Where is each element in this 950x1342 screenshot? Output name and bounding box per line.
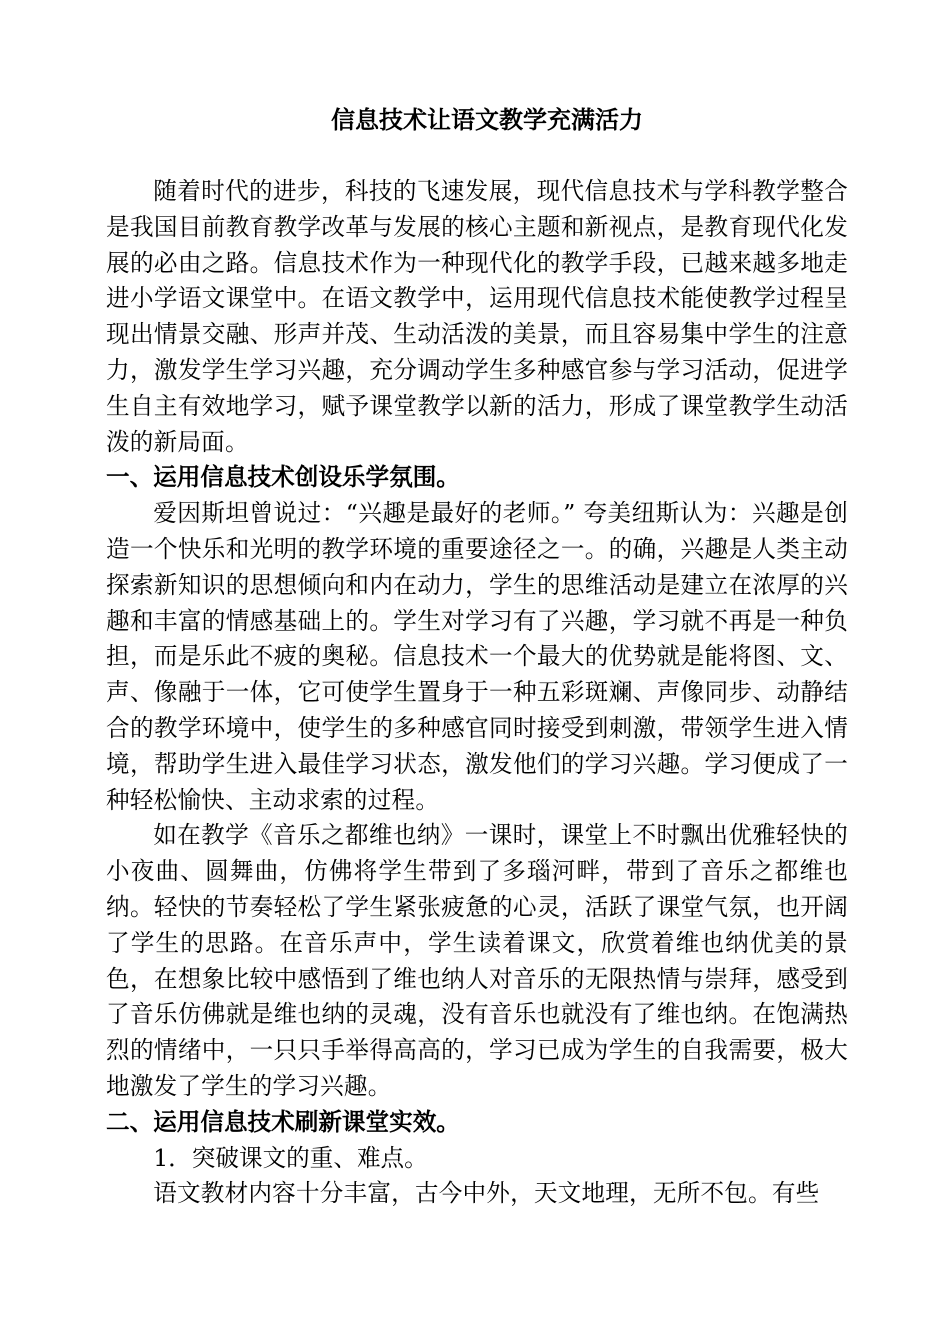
section-2-subheading: 1．突破课文的重、难点。 (153, 1143, 428, 1172)
section-2-heading: 二、运用信息技术刷新课堂实效。 (106, 1107, 460, 1136)
section-1-paragraph-1: 爱因斯坦曾说过：“兴趣是最好的老师。” 夸美纽斯认为：兴趣是创造一个快乐和光明的教学环境的重要途径之一。的确，兴趣是人类主动探索新知识的思想倾向和内在动力，学生的思维活动是建立在浓厚的兴趣和丰富的情感基础上的。学生对学习有了兴趣，学习就不再是一种负担，而是乐此不疲的奥秘。信息技术一个最大的优势就是能将图、文、声、像融于一体，它可使学生置身于一种五彩斑斓、声像同步、动静结合的教学环境中，使学生的多种感官同时接受到刺激，带领学生进入情境，帮助学生进入最佳学习状态，激发他们的学习兴趣。学习便成了一种轻松愉快、主动求索的过程。 (106, 499, 848, 814)
section-1-heading: 一、运用信息技术创设乐学氛围。 (106, 463, 460, 492)
document-title: 信息技术让语文教学充满活力 (331, 105, 643, 134)
section-2-paragraph-1: 语文教材内容十分丰富，古今中外，天文地理，无所不包。有些 (153, 1179, 820, 1208)
document-body (106, 102, 848, 1212)
section-1-paragraph-2: 如在教学《音乐之都维也纳》一课时，课堂上不时飘出优雅轻快的小夜曲、圆舞曲，仿佛将学生带到了多瑙河畔，带到了音乐之都维也纳。轻快的节奏轻松了学生紧张疲惫的心灵，活跃了课堂气氛，也开阔了学生的思路。在音乐声中，学生读着课文，欣赏着维也纳优美的景色，在想象比较中感悟到了维也纳人对音乐的无限热情与崇拜，感受到了音乐仿佛就是维也纳的灵魂，没有音乐也就没有了维也纳。在饱满热烈的情绪中，一只只手举得高高的，学习已成为学生的自我需要，极大地激发了学生的学习兴趣。 (106, 821, 848, 1100)
intro-paragraph: 随着时代的进步，科技的飞速发展，现代信息技术与学科教学整合是我国目前教育教学改革与发展的核心主题和新视点，是教育现代化发展的必由之路。信息技术作为一种现代化的教学手段，已越来越多地走进小学语文课堂中。在语文教学中，运用现代信息技术能使教学过程呈现出情景交融、形声并茂、生动活泼的美景，而且容易集中学生的注意力，激发学生学习兴趣，充分调动学生多种感官参与学习活动，促进学生自主有效地学习，赋予课堂教学以新的活力，形成了课堂教学生动活泼的新局面。 (106, 177, 848, 456)
